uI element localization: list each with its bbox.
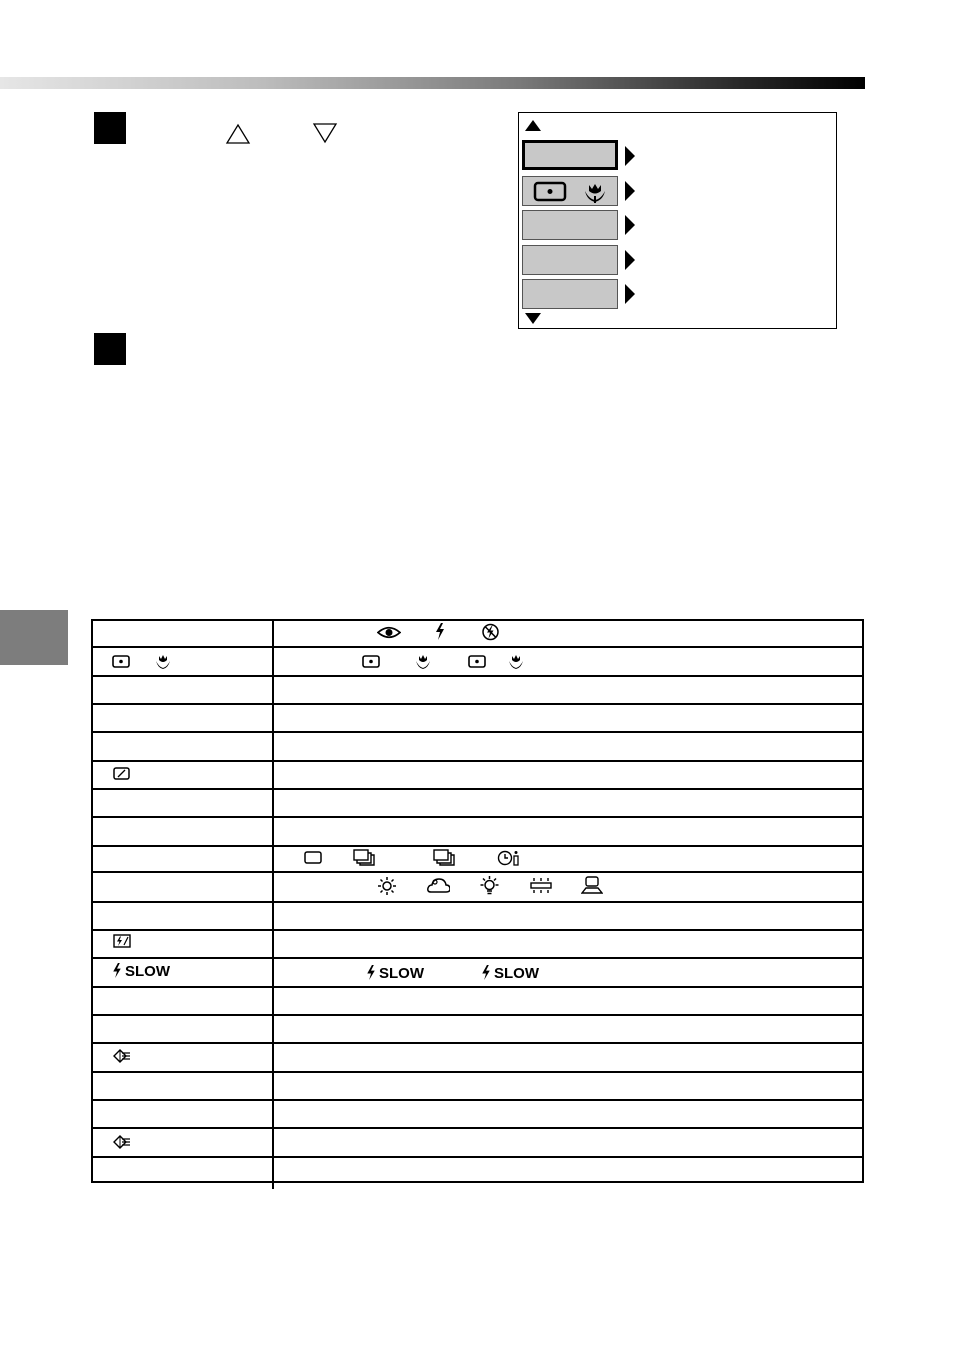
flash-icon xyxy=(481,965,491,980)
red-eye-icon xyxy=(377,625,401,640)
submenu-arrow-icon xyxy=(625,250,635,270)
submenu-arrow-icon xyxy=(625,181,635,201)
flash-slow-label xyxy=(112,963,170,980)
slow-text: SLOW xyxy=(125,963,170,980)
lcd-menu-item[interactable] xyxy=(522,210,618,240)
down-triangle-icon xyxy=(312,122,338,144)
spot-icon xyxy=(362,655,380,668)
sharpness-icon xyxy=(113,1134,131,1150)
submenu-arrow-icon xyxy=(625,284,635,304)
flash-slow-option xyxy=(366,965,424,982)
self-timer-remote-icon xyxy=(497,849,521,866)
flash-icon xyxy=(112,963,122,978)
sun-icon xyxy=(377,876,397,896)
single-frame-icon xyxy=(304,851,322,864)
lcd-menu-item[interactable] xyxy=(522,279,618,309)
lcd-menu-item-selected[interactable] xyxy=(522,140,618,170)
lcd-menu-item[interactable] xyxy=(522,245,618,275)
table-column-divider xyxy=(272,619,274,1189)
macro-icon xyxy=(155,654,171,670)
spot-icon xyxy=(468,655,486,668)
flash-slow-option xyxy=(481,965,539,982)
spot-macro-icon xyxy=(523,177,617,205)
slow-text: SLOW xyxy=(379,965,424,982)
submenu-arrow-icon xyxy=(625,215,635,235)
flash-intensity-icon xyxy=(113,934,131,948)
af-sequential-icon xyxy=(433,849,455,866)
settings-table xyxy=(91,619,864,1183)
fluorescent-icon xyxy=(530,877,552,894)
macro-icon xyxy=(508,654,524,670)
custom-wb-icon xyxy=(581,876,603,895)
lcd-menu-item-spot-macro[interactable] xyxy=(522,176,618,206)
submenu-arrow-icon xyxy=(625,146,635,166)
scroll-up-icon xyxy=(525,120,541,131)
spot-icon xyxy=(112,655,130,668)
cloud-icon xyxy=(427,877,450,894)
sequential-icon xyxy=(353,849,375,866)
side-tab xyxy=(0,610,68,665)
flash-off-icon xyxy=(481,623,500,641)
slow-text: SLOW xyxy=(494,965,539,982)
flash-icon xyxy=(366,965,376,980)
step-2-box xyxy=(94,333,126,365)
tungsten-icon xyxy=(479,875,500,896)
step-1-box xyxy=(94,112,126,144)
scroll-down-icon xyxy=(525,313,541,324)
macro-icon xyxy=(415,654,431,670)
flash-icon xyxy=(435,623,445,640)
header-gradient-bar xyxy=(0,77,865,89)
up-triangle-icon xyxy=(225,123,251,145)
lcd-menu-panel xyxy=(518,112,837,329)
sharpness-icon xyxy=(113,1048,131,1064)
exposure-compensation-icon xyxy=(113,767,130,780)
